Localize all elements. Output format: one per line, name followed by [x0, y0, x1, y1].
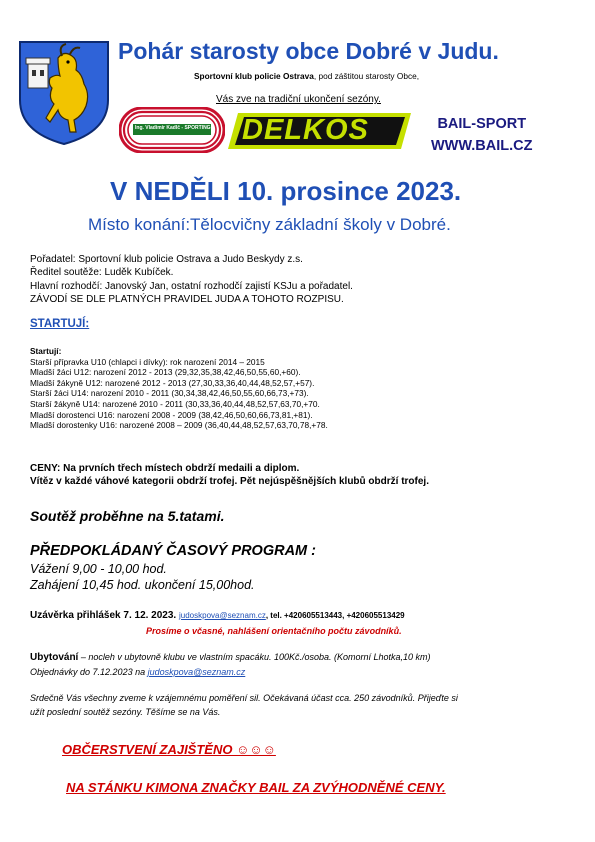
accommodation-label: Ubytování — [30, 652, 79, 663]
category-item: Starší žákyně U14: narozené 2010 - 2011 (30,33,36,40,44,48,52,57,63,70,+70. — [30, 398, 320, 409]
organizer-subtitle — [194, 71, 419, 81]
deadline-email-link[interactable]: judoskpova@seznam.cz — [179, 611, 266, 620]
categories-list — [30, 346, 328, 431]
deadline-phones: , tel. +420605513443, +420605513429 — [265, 611, 405, 620]
coat-of-arms-icon — [18, 40, 110, 146]
startuji-heading: STARTUJÍ: — [30, 318, 90, 330]
referee-line: Hlavní rozhodčí: Janovský Jan, ostatní rozhodčí zajistí KSJu a pořadatel. — [30, 280, 353, 292]
accommodation-email-link[interactable]: judoskpova@seznam.cz — [147, 667, 246, 677]
awards-line: CENY: Na prvních třech místech obdrží medaili a diplom. — [30, 463, 300, 474]
deadline-label: Uzávěrka přihlášek 7. 12. 2023. — [30, 610, 177, 621]
bail-sport-name: BAIL-SPORT — [437, 116, 527, 132]
program-block — [30, 561, 255, 593]
category-item: Mladší žákyně U12: narozené 2012 - 2013 (27,30,33,36,40,44,48,52,57,+57). — [30, 377, 315, 388]
weigh-in-line: Vážení 9,00 - 10,00 hod. — [30, 562, 167, 576]
sporting-logo — [119, 107, 225, 153]
delkos-logo — [228, 113, 411, 149]
category-item: Starší přípravka U10 (chlapci i dívky): rok narození 2014 – 2015 — [30, 356, 265, 367]
kimono-stand-notice: NA STÁNKU KIMONA ZNAČKY BAIL ZA ZVÝHODNĚNÉ CENY. — [66, 780, 446, 795]
deadline-line — [30, 610, 405, 621]
subtitle-rest: , pod záštitou starosty Obce, — [313, 71, 420, 81]
awards-block — [30, 462, 429, 488]
accommodation-order-line — [30, 665, 431, 679]
director-line: Ředitel soutěže: Luděk Kubíček. — [30, 267, 174, 279]
tatami-note: Soutěž proběhne na 5.tatami. — [30, 508, 225, 524]
organizers-block — [30, 253, 353, 306]
closing-line: užít poslední soutěž sezóny. Těšíme se na Vás. — [30, 707, 221, 717]
accommodation-order-text: Objednávky do 7.12.2023 na — [30, 667, 148, 677]
category-item: Mladší dorostenky U16: narozené 2008 – 2009 (36,40,44,48,52,57,63,70,78,+78. — [30, 420, 328, 431]
accommodation-block — [30, 650, 431, 679]
registration-request: Prosíme o včasné, nahlášení orientačního počtu závodníků. — [146, 626, 402, 636]
bail-sport-logo — [431, 113, 532, 157]
invitation-line: Vás zve na tradiční ukončení sezóny. — [216, 94, 381, 105]
category-item: Mladší dorostenci U16: narození 2008 - 2009 (38,42,46,50,60,66,73,81,+81). — [30, 409, 313, 420]
accommodation-text: – nocleh v ubytovně klubu ve vlastním spacáku. 100Kč./osoba. (Komorní Lhotka,10 km) — [78, 652, 431, 662]
accommodation-line — [30, 650, 431, 665]
page-title: Pohár starosty obce Dobré v Judu. — [118, 38, 499, 64]
closing-line: Srdečně Vás všechny zveme k vzájemnému poměření sil. Očekávaná účast cca. 250 závodníků. Přijeďte si — [30, 693, 458, 703]
rules-line: ZÁVODÍ SE DLE PLATNÝCH PRAVIDEL JUDA A TOHOTO ROZPISU. — [30, 293, 344, 305]
program-heading: PŘEDPOKLÁDANÝ ČASOVÝ PROGRAM : — [30, 543, 316, 559]
delkos-wordmark: DELKOS — [242, 114, 369, 146]
event-venue: Místo konání:Tělocvičny základní školy v Dobré. — [88, 215, 451, 234]
closing-paragraph — [30, 691, 458, 719]
category-item: Starší žáci U14: narození 2010 - 2011 (30,34,38,42,46,50,55,60,66,73,+73). — [30, 388, 309, 399]
categories-heading: Startují: — [30, 346, 62, 356]
category-item: Mladší žáci U12: narození 2012 - 2013 (29,32,35,38,42,46,50,55,60,+60). — [30, 367, 301, 378]
event-date: V NEDĚLI 10. prosince 2023. — [110, 176, 462, 206]
awards-line: Vítěz v každé váhové kategorii obdrží trofej. Pět nejúspěšnějších klubů obdrží trofej. — [30, 476, 429, 487]
sporting-logo-text: Ing. Vladimír Kadlč - SPORTING — [135, 125, 211, 131]
bail-sport-url: WWW.BAIL.CZ — [431, 138, 533, 154]
refreshments-notice: OBČERSTVENÍ ZAJIŠTĚNO ☺☺☺ — [62, 742, 276, 757]
organizer-line: Pořadatel: Sportovní klub policie Ostrava a Judo Beskydy z.s. — [30, 254, 303, 265]
start-end-line: Zahájení 10,45 hod. ukončení 15,00hod. — [30, 578, 255, 592]
subtitle-club: Sportovní klub policie Ostrava — [194, 71, 314, 81]
